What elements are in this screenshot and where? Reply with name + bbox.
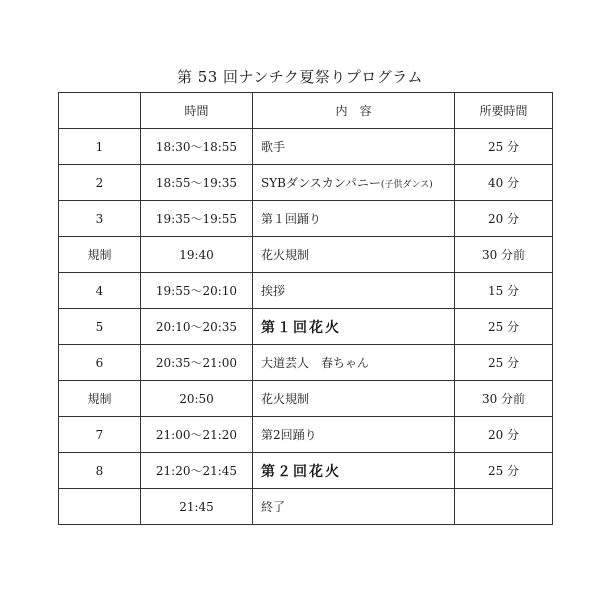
row-time: 19:35～19:55 [141,201,253,237]
row-content [253,237,455,273]
row-content [253,165,455,201]
content-text: 第２回花火 [261,463,341,480]
row-no: 7 [59,417,141,453]
row-content [253,453,455,489]
row-no: 規制 [59,381,141,417]
row-time: 19:55～20:10 [141,273,253,309]
header-duration: 所要時間 [455,93,553,129]
row-no: 2 [59,165,141,201]
row-duration: 25 分 [455,129,553,165]
table-row [59,453,553,489]
row-time: 20:10～20:35 [141,309,253,345]
content-text: 大道芸人 春ちゃん [261,356,370,370]
row-duration [455,489,553,525]
row-time: 21:00～21:20 [141,417,253,453]
page-title: 第 53 回ナンチク夏祭りプログラム [176,68,424,86]
table-row [59,489,553,525]
header-no [59,93,141,129]
row-time: 18:55～19:35 [141,165,253,201]
row-content [253,273,455,309]
content-text: 歌手 [261,140,286,154]
row-content [253,381,455,417]
table-row [59,201,553,237]
row-time: 21:45 [141,489,253,525]
row-duration: 30 分前 [455,237,553,273]
content-text: 第１回花火 [261,319,341,336]
row-no: 4 [59,273,141,309]
table-row [59,129,553,165]
table-row [59,417,553,453]
content-text: 花火規制 [261,248,310,262]
content-text: SYBダンスカンパニー [261,176,381,190]
table-header-row [59,93,553,129]
row-content [253,309,455,345]
row-time: 19:40 [141,237,253,273]
content-text: 終了 [261,500,286,514]
row-time: 20:35～21:00 [141,345,253,381]
row-time: 20:50 [141,381,253,417]
table-row [59,165,553,201]
row-content [253,129,455,165]
content-text: 挨拶 [261,284,286,298]
program-table [58,92,553,525]
row-duration: 25 分 [455,309,553,345]
content-note: (子供ダンス) [380,180,433,190]
row-no: 規制 [59,237,141,273]
row-duration: 30 分前 [455,381,553,417]
table-row [59,237,553,273]
header-time: 時間 [141,93,253,129]
table-row [59,381,553,417]
content-text: 第１回踊り [261,212,322,226]
row-no: 3 [59,201,141,237]
row-duration: 25 分 [455,345,553,381]
row-duration: 20 分 [455,417,553,453]
row-time: 21:20～21:45 [141,453,253,489]
row-no [59,489,141,525]
row-no: 6 [59,345,141,381]
row-duration: 15 分 [455,273,553,309]
row-content [253,417,455,453]
content-text: 第2回踊り [261,428,317,442]
row-content [253,489,455,525]
row-duration: 20 分 [455,201,553,237]
row-content [253,201,455,237]
row-time: 18:30～18:55 [141,129,253,165]
table-row [59,273,553,309]
row-duration: 25 分 [455,453,553,489]
row-content [253,345,455,381]
row-no: 1 [59,129,141,165]
row-no: 8 [59,453,141,489]
row-no: 5 [59,309,141,345]
row-duration: 40 分 [455,165,553,201]
content-text: 花火規制 [261,392,310,406]
table-row [59,309,553,345]
table-row [59,345,553,381]
header-content: 内 容 [253,93,455,129]
